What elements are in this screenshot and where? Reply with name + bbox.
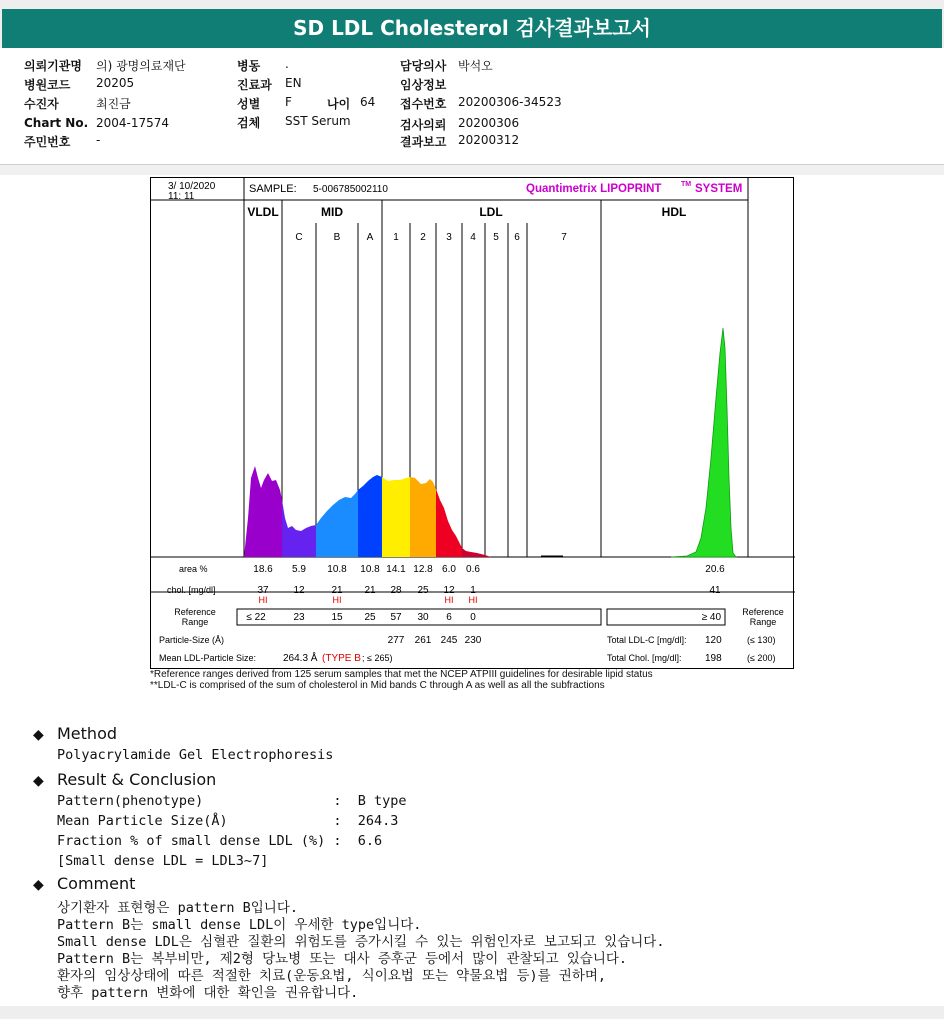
- result-line: Pattern(phenotype) : B type: [57, 793, 407, 809]
- hdl-peak: [671, 328, 736, 557]
- info-value: 20200306-34523: [458, 95, 562, 109]
- result-line: Fraction % of small dense LDL (%) : 6.6: [57, 833, 383, 849]
- info-value: F: [285, 95, 292, 109]
- chol-value: 25: [417, 585, 429, 596]
- band-5: 5: [493, 232, 499, 243]
- mid-a-peak: [358, 378, 382, 558]
- ldl4-peak: [462, 378, 502, 558]
- band-a: A: [366, 232, 374, 243]
- info-label: 검체: [237, 116, 261, 130]
- group-vldl: VLDL: [247, 205, 279, 219]
- comment-title: ◆ Comment: [33, 874, 136, 893]
- ldl2-peak: [410, 378, 436, 558]
- ref-value: 23: [293, 612, 305, 623]
- band-c: C: [295, 232, 303, 243]
- total-chol-ref: (≤ 200): [747, 653, 776, 663]
- hi-flag: HI: [332, 595, 342, 605]
- ref-value: 25: [364, 612, 376, 623]
- hi-flag: HI: [468, 595, 478, 605]
- run-time: 11: 11: [168, 191, 195, 202]
- comment-line: 향후 pattern 변화에 대한 확인을 권유합니다.: [57, 985, 359, 1001]
- separator: [0, 165, 944, 175]
- ldl3-peak: [436, 378, 462, 558]
- chol-value: 28: [390, 585, 402, 596]
- area-value: 10.8: [327, 564, 347, 575]
- ldl1-peak: [382, 378, 410, 558]
- comment-line: Pattern B는 small dense LDL이 우세한 type입니다.: [57, 917, 422, 933]
- total-chol-label: Total Chol. [mg/dl]:: [607, 653, 682, 663]
- area-value: 0.6: [466, 564, 480, 575]
- ref-label: Reference: [174, 607, 216, 617]
- info-value: 20200306: [458, 116, 520, 130]
- info-value: -: [96, 133, 101, 147]
- info-label: 결과보고: [400, 135, 447, 149]
- diamond-icon: ◆: [33, 727, 44, 743]
- type-ref: ; ≤ 265): [362, 653, 393, 663]
- result-title: ◆ Result & Conclusion: [33, 770, 217, 789]
- method-title: ◆ Method: [33, 724, 118, 743]
- band-1: 1: [393, 232, 399, 243]
- chol-value: 12: [443, 585, 455, 596]
- mid-b-peak: [316, 378, 358, 558]
- area-value: 10.8: [360, 564, 380, 575]
- group-hdl: HDL: [661, 205, 687, 219]
- total-ldl-ref: (≤ 130): [747, 635, 776, 645]
- info-value: 20205: [96, 76, 135, 90]
- info-label: 담당의사: [400, 59, 447, 73]
- area-label: area %: [179, 564, 208, 574]
- chol-value: 21: [331, 585, 343, 596]
- system-tail: SYSTEM: [695, 183, 743, 195]
- area-value-hdl: 20.6: [705, 564, 725, 575]
- particle-value: 230: [464, 635, 482, 646]
- total-ldl-value: 120: [705, 635, 722, 646]
- diamond-icon: ◆: [33, 773, 44, 789]
- info-value: SST Serum: [285, 114, 351, 128]
- info-label: 병동: [237, 59, 261, 73]
- ref-value: ≤ 22: [246, 612, 266, 623]
- ref-label: Range: [181, 617, 209, 627]
- ref-value: 57: [390, 612, 402, 623]
- ref-value: 30: [417, 612, 429, 623]
- ref-value: 6: [446, 612, 452, 623]
- chol-value-hdl: 41: [709, 585, 721, 596]
- area-value: 12.8: [413, 564, 433, 575]
- hi-flag: HI: [444, 595, 454, 605]
- total-ldl-label: Total LDL-C [mg/dl]:: [607, 635, 687, 645]
- info-label: 의뢰기관명: [24, 59, 82, 73]
- chol-label: chol. [mg/dl]: [167, 585, 216, 595]
- info-label: 수진자: [24, 97, 59, 111]
- total-chol-value: 198: [705, 653, 722, 664]
- info-value: 의) 광명의료재단: [96, 59, 186, 73]
- ref-label-right: Reference: [742, 607, 784, 617]
- band-b: B: [333, 232, 341, 243]
- chol-value: 37: [257, 585, 269, 596]
- particle-label: Particle-Size (Å): [159, 635, 225, 645]
- report-title: SD LDL Cholesterol 검사결과보고서: [2, 9, 942, 48]
- result-line: [Small dense LDL = LDL3~7]: [57, 853, 269, 869]
- info-label: 성별: [237, 97, 261, 111]
- info-label: 주민번호: [24, 135, 71, 149]
- particle-value: 261: [414, 635, 432, 646]
- sample-id: 5-006785002110: [313, 184, 388, 195]
- ref-value: 15: [331, 612, 343, 623]
- info-label: 진료과: [237, 78, 272, 92]
- band-4: 4: [470, 232, 476, 243]
- mean-size-label: Mean LDL-Particle Size:: [159, 653, 257, 663]
- system-tm: TM: [681, 181, 692, 188]
- comment-line: 환자의 임상상태에 따른 적절한 치료(운동요법, 식이요법 또는 약물요법 등)를 권하며,: [57, 968, 607, 984]
- area-value: 5.9: [292, 564, 306, 575]
- area-value: 18.6: [253, 564, 273, 575]
- particle-value: 245: [440, 635, 458, 646]
- ref-value: 0: [470, 612, 476, 623]
- info-value: 최진금: [96, 97, 131, 111]
- chol-value: 12: [293, 585, 305, 596]
- result-line: Mean Particle Size(Å) : 264.3: [57, 813, 399, 829]
- band-6: 6: [514, 232, 520, 243]
- area-value: 14.1: [386, 564, 406, 575]
- info-label: 검사의뢰: [400, 118, 447, 132]
- lipoprint-chart: [150, 177, 794, 669]
- sample-label: SAMPLE:: [249, 183, 297, 195]
- mid-c-peak: [282, 378, 316, 558]
- bottom-bar: [0, 1006, 944, 1019]
- hdl-ref-value: ≥ 40: [701, 612, 721, 623]
- group-mid: MID: [321, 205, 343, 219]
- info-value: 박석오: [458, 59, 493, 73]
- band-7: 7: [561, 232, 567, 243]
- mean-size-value: 264.3 Å: [283, 653, 318, 664]
- info-label: 나이: [327, 97, 351, 111]
- info-value: .: [285, 57, 289, 71]
- footnote: **LDL-C is comprised of the sum of cholesterol in Mid bands C through A as well as all the subfractions: [150, 680, 605, 691]
- info-value: EN: [285, 76, 302, 90]
- band-3: 3: [446, 232, 452, 243]
- system-name: Quantimetrix LIPOPRINT: [526, 183, 662, 195]
- comment-line: Small dense LDL은 심혈관 질환의 위험도를 증가시킬 수 있는 위험인자로 보고되고 있습니다.: [57, 934, 665, 950]
- chol-value: 21: [364, 585, 376, 596]
- type-b-flag: (TYPE B: [322, 653, 361, 664]
- info-label: 접수번호: [400, 97, 447, 111]
- band-2: 2: [420, 232, 426, 243]
- info-label: Chart No.: [24, 116, 89, 130]
- ref-label-right: Range: [749, 617, 777, 627]
- method-text: Polyacrylamide Gel Electrophoresis: [57, 747, 334, 763]
- info-value: 2004-17574: [96, 116, 170, 130]
- info-value: 64: [360, 95, 376, 109]
- info-value: 20200312: [458, 133, 520, 147]
- group-ldl: LDL: [479, 205, 503, 219]
- area-value: 6.0: [442, 564, 456, 575]
- info-label: 임상정보: [400, 78, 447, 92]
- run-date: 3/ 10/2020: [168, 181, 216, 192]
- vldl-peak: [244, 378, 282, 558]
- diamond-icon: ◆: [33, 877, 44, 893]
- particle-value: 277: [387, 635, 405, 646]
- patient-info-panel: [0, 48, 944, 165]
- info-label: 병원코드: [24, 78, 71, 92]
- comment-line: 상기환자 표현형은 pattern B입니다.: [57, 900, 298, 916]
- comment-line: Pattern B는 복부비만, 제2형 당뇨병 또는 대사 증후군 등에서 많이 관찰되고 있습니다.: [57, 951, 628, 967]
- chol-value: 1: [470, 585, 476, 596]
- footnote: *Reference ranges derived from 125 serum samples that met the NCEP ATPIII guidelines for desirable lipid status: [150, 669, 653, 680]
- hi-flag: HI: [258, 595, 268, 605]
